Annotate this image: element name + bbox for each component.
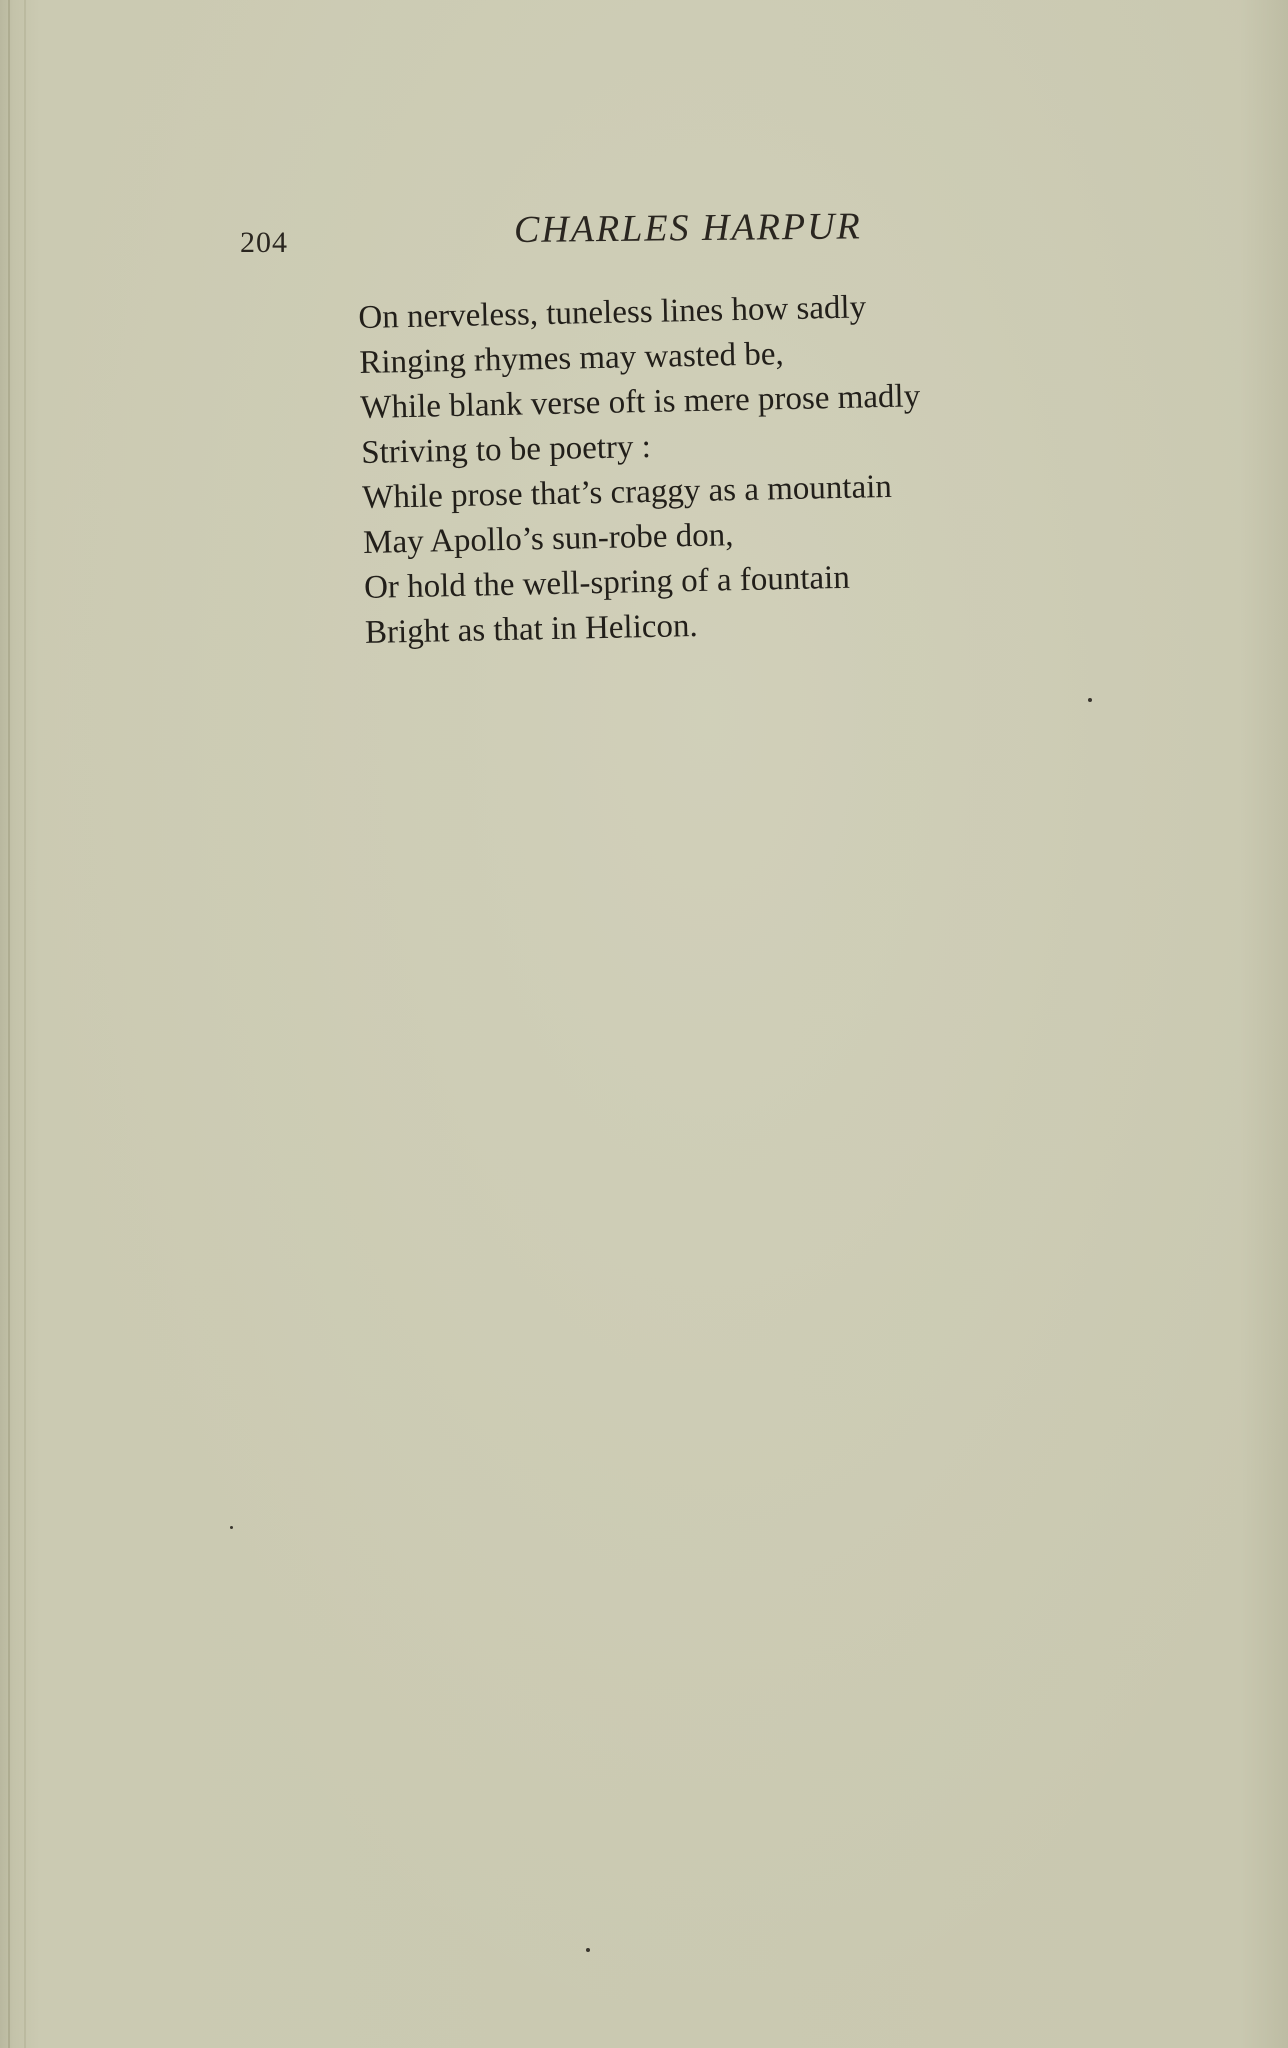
poem-stanza <box>358 279 1165 656</box>
paper-speck <box>586 1948 590 1952</box>
paper-speck <box>230 1526 233 1529</box>
running-head: CHARLES HARPUR <box>513 205 862 251</box>
poem-line: While blank verse oft is mere prose madly <box>359 378 921 426</box>
poem-line: Or hold the well-spring of a fountain <box>363 559 851 606</box>
poem-line: While prose that’s craggy as a mountain <box>361 468 893 516</box>
poem-line: On nerveless, tuneless lines how sadly <box>358 289 867 336</box>
poem-line: Ringing rhymes may wasted be, <box>359 336 785 381</box>
gutter-edge <box>24 0 26 2048</box>
paper-speck <box>1088 698 1092 702</box>
poem-line: Striving to be poetry : <box>360 428 652 471</box>
poem-line: Bright as that in Helicon. <box>364 607 699 651</box>
gutter-edge <box>8 0 10 2048</box>
page-number: 204 <box>240 226 288 259</box>
poem-line: May Apollo’s sun-robe don, <box>362 517 734 561</box>
